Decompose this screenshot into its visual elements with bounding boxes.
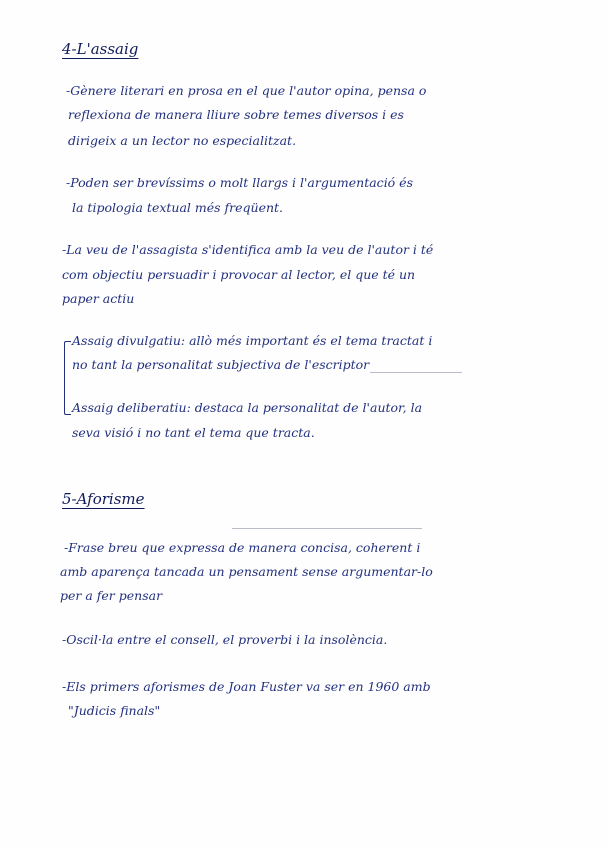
section-heading-aforisme: 5-Aforisme bbox=[62, 490, 145, 508]
ruled-line bbox=[370, 372, 462, 373]
aforisme-oscilla-line: -Oscil·la entre el consell, el proverbi i la insolència. bbox=[62, 632, 388, 647]
section-heading-assaig: 4-L'assaig bbox=[62, 40, 139, 58]
ruled-line-decorative bbox=[232, 528, 422, 529]
aforisme-definition-line-1: -Frase breu que expressa de manera concisa, coherent i bbox=[64, 540, 421, 555]
assaig-divulgatiu-line-1: Assaig divulgatiu: allò més important és el tema tractat i bbox=[72, 333, 433, 348]
assaig-deliberatiu-line-2: seva visió i no tant el tema que tracta. bbox=[72, 425, 315, 440]
essay-types-bracket bbox=[64, 341, 71, 415]
assaig-divulgatiu-line-2: no tant la personalitat subjectiva de l'escriptor bbox=[72, 357, 370, 372]
assaig-length-line-1: -Poden ser brevíssims o molt llargs i l'argumentació és bbox=[66, 175, 413, 190]
assaig-deliberatiu-line-1: Assaig deliberatiu: destaca la personalitat de l'autor, la bbox=[72, 400, 423, 415]
assaig-length-line-2: la tipologia textual més freqüent. bbox=[72, 200, 284, 215]
aforisme-fuster-line-1: -Els primers aforismes de Joan Fuster va ser en 1960 amb bbox=[62, 679, 431, 694]
assaig-voice-line-2: com objectiu persuadir i provocar al lector, el que té un bbox=[62, 267, 416, 282]
aforisme-definition-line-3: per a fer pensar bbox=[60, 588, 163, 603]
assaig-definition-line-2: reflexiona de manera lliure sobre temes diversos i es bbox=[68, 107, 404, 122]
assaig-voice-line-1: -La veu de l'assagista s'identifica amb la veu de l'autor i té bbox=[62, 242, 434, 257]
assaig-voice-line-3: paper actiu bbox=[62, 291, 135, 306]
aforisme-fuster-line-2: "Judicis finals" bbox=[68, 703, 161, 718]
assaig-definition-line-1: -Gènere literari en prosa en el que l'autor opina, pensa o bbox=[66, 83, 427, 98]
assaig-definition-line-3: dirigeix a un lector no especialitzat. bbox=[68, 133, 297, 148]
aforisme-definition-line-2: amb aparença tancada un pensament sense argumentar-lo bbox=[60, 564, 433, 579]
